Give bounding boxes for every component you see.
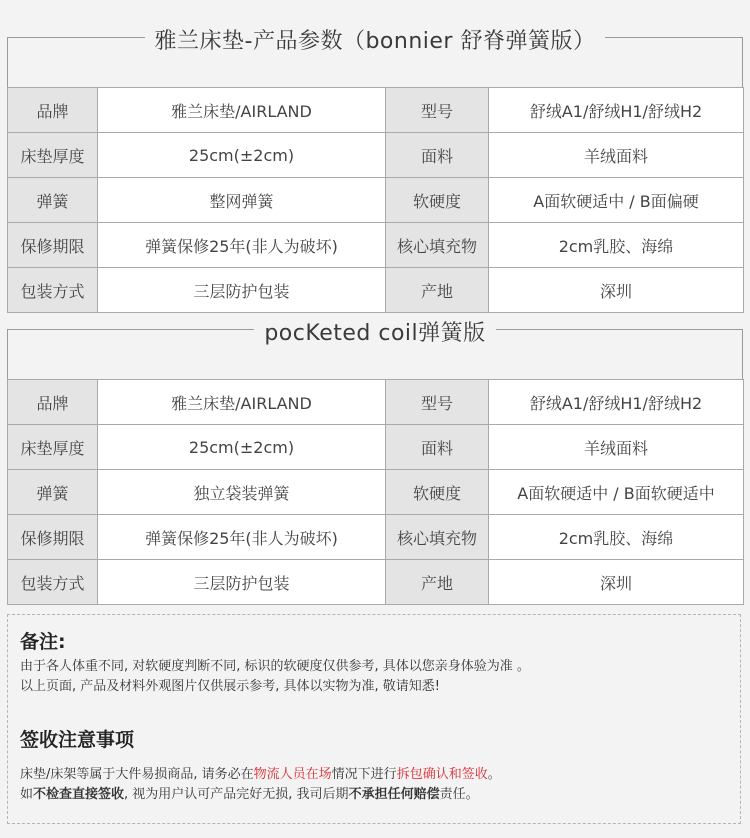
section-title: pocKeted coil弹簧版 bbox=[254, 321, 495, 346]
spec-label: 核心填充物 bbox=[386, 223, 489, 268]
spec-value: 深圳 bbox=[489, 268, 744, 313]
spec-value: 25cm(±2cm) bbox=[98, 425, 386, 470]
spec-label: 软硬度 bbox=[386, 178, 489, 223]
spec-value: 三层防护包装 bbox=[98, 268, 386, 313]
receipt-line bbox=[20, 765, 501, 785]
spec-label: 包装方式 bbox=[8, 560, 98, 605]
receipt-text: 如 bbox=[20, 787, 34, 802]
spec-value: 羊绒面料 bbox=[489, 425, 744, 470]
spec-value: 25cm(±2cm) bbox=[98, 133, 386, 178]
spec-value: 整网弹簧 bbox=[98, 178, 386, 223]
spec-label: 弹簧 bbox=[8, 178, 98, 223]
spec-section-pocketed-coil bbox=[7, 321, 743, 605]
spec-value: 2cm乳胶、海绵 bbox=[489, 223, 744, 268]
spec-value: 雅兰床垫/AIRLAND bbox=[98, 88, 386, 133]
spec-section-bonnier bbox=[7, 29, 743, 313]
spec-label: 软硬度 bbox=[386, 470, 489, 515]
spec-value: 独立袋装弹簧 bbox=[98, 470, 386, 515]
spec-row bbox=[8, 268, 744, 313]
spec-value: 弹簧保修25年(非人为破坏) bbox=[98, 515, 386, 560]
remark-line: 由于各人体重不同, 对软硬度判断不同, 标识的软硬度仅供参考, 具体以您亲身体验为准 。 bbox=[20, 659, 530, 674]
spec-label: 型号 bbox=[386, 88, 489, 133]
spec-label: 面料 bbox=[386, 133, 489, 178]
spec-value: 2cm乳胶、海绵 bbox=[489, 515, 744, 560]
spec-label: 床垫厚度 bbox=[8, 133, 98, 178]
spec-table bbox=[7, 87, 744, 313]
spec-value: 舒绒A1/舒绒H1/舒绒H2 bbox=[489, 380, 744, 425]
spec-row bbox=[8, 425, 744, 470]
spec-row bbox=[8, 88, 744, 133]
receipt-text: 情况下进行 bbox=[331, 767, 397, 782]
spec-row bbox=[8, 470, 744, 515]
receipt-text: 责任。 bbox=[439, 787, 479, 802]
receipt-text: 床垫/床架等属于大件易损商品, 请务必在 bbox=[20, 767, 254, 782]
spec-value: A面软硬适中 / B面偏硬 bbox=[489, 178, 744, 223]
spec-value: A面软硬适中 / B面软硬适中 bbox=[489, 470, 744, 515]
spec-row bbox=[8, 178, 744, 223]
receipt-text: , 视为用户认可产品完好无损, 我司后期 bbox=[124, 787, 349, 802]
spec-value: 舒绒A1/舒绒H1/舒绒H2 bbox=[489, 88, 744, 133]
spec-label: 产地 bbox=[386, 268, 489, 313]
spec-row bbox=[8, 380, 744, 425]
notes-box bbox=[7, 614, 741, 824]
spec-row bbox=[8, 515, 744, 560]
receipt-bold: 不检查直接签收 bbox=[33, 787, 125, 802]
receipt-title: 签收注意事项 bbox=[20, 729, 135, 751]
spec-label: 包装方式 bbox=[8, 268, 98, 313]
section-title: 雅兰床垫-产品参数（bonnier 舒脊弹簧版） bbox=[145, 29, 606, 54]
spec-label: 床垫厚度 bbox=[8, 425, 98, 470]
section-header bbox=[7, 29, 743, 87]
spec-label: 面料 bbox=[386, 425, 489, 470]
spec-value: 羊绒面料 bbox=[489, 133, 744, 178]
spec-label: 产地 bbox=[386, 560, 489, 605]
receipt-highlight: 物流人员在场 bbox=[253, 767, 332, 782]
spec-label: 品牌 bbox=[8, 88, 98, 133]
spec-row bbox=[8, 133, 744, 178]
spec-label: 保修期限 bbox=[8, 223, 98, 268]
receipt-highlight: 拆包确认和签收 bbox=[396, 767, 488, 782]
spec-row bbox=[8, 223, 744, 268]
receipt-bold: 不承担任何赔偿 bbox=[348, 787, 440, 802]
spec-row bbox=[8, 560, 744, 605]
spec-label: 弹簧 bbox=[8, 470, 98, 515]
receipt-line bbox=[20, 785, 479, 805]
section-header bbox=[7, 321, 743, 379]
remark-line: 以上页面, 产品及材料外观图片仅供展示参考, 具体以实物为准, 敬请知悉! bbox=[20, 679, 441, 694]
remark-title: 备注: bbox=[20, 631, 66, 653]
spec-label: 保修期限 bbox=[8, 515, 98, 560]
spec-label: 品牌 bbox=[8, 380, 98, 425]
spec-value: 深圳 bbox=[489, 560, 744, 605]
spec-label: 型号 bbox=[386, 380, 489, 425]
receipt-text: 。 bbox=[487, 767, 501, 782]
spec-value: 雅兰床垫/AIRLAND bbox=[98, 380, 386, 425]
spec-value: 三层防护包装 bbox=[98, 560, 386, 605]
spec-value: 弹簧保修25年(非人为破坏) bbox=[98, 223, 386, 268]
spec-table bbox=[7, 379, 744, 605]
spec-label: 核心填充物 bbox=[386, 515, 489, 560]
